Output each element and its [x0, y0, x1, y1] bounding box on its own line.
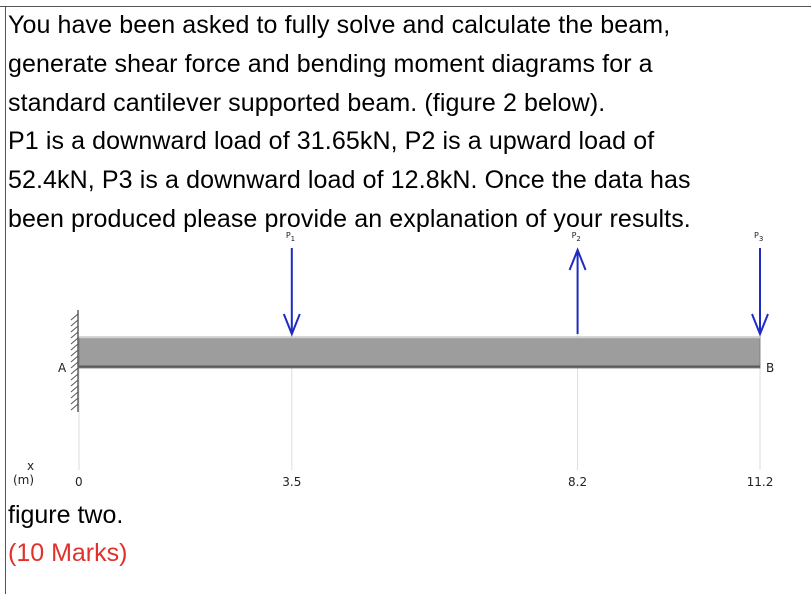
question-line: standard cantilever supported beam. (figure 2 below).	[8, 88, 606, 117]
hatch-mark	[71, 398, 78, 404]
hatch-mark	[71, 404, 78, 410]
question-line: P1 is a downward load of 31.65kN, P2 is a upward load of	[8, 127, 655, 156]
hatch-mark	[71, 314, 78, 320]
hatch-mark	[71, 386, 78, 392]
hatch-mark	[71, 392, 78, 398]
support-label-a: A	[58, 361, 67, 375]
question-line: been produced please provide an explanation of your results.	[8, 204, 691, 233]
position-tick-label: 8.2	[568, 475, 588, 489]
hatch-mark	[71, 320, 78, 326]
question-line: 52.4kN, P3 is a downward load of 12.8kN. Once the data has	[8, 166, 691, 195]
hatch-mark	[71, 344, 78, 350]
hatch-mark	[71, 338, 78, 344]
hatch-mark	[71, 374, 78, 380]
hatch-mark	[71, 380, 78, 386]
position-tick-label: 11.2	[746, 475, 774, 489]
question-line: generate shear force and bending moment diagrams for a	[8, 49, 653, 78]
load-label: P1	[285, 231, 296, 243]
load-label: P3	[754, 231, 764, 243]
load-label: P2	[571, 231, 581, 243]
hatch-mark	[71, 362, 78, 368]
hatch-mark	[71, 350, 78, 356]
position-tick-label: 3.5	[282, 475, 302, 489]
hatch-mark	[71, 368, 78, 374]
hatch-mark	[71, 332, 78, 338]
end-label-b: B	[766, 361, 775, 375]
beam	[79, 337, 760, 368]
hatch-mark	[71, 356, 78, 362]
axis-label-symbol: x	[27, 459, 35, 473]
fixed-support-hatch	[71, 310, 78, 412]
question-line: You have been asked to fully solve and calculate the beam,	[8, 11, 671, 39]
figure-caption: figure two.	[8, 501, 124, 529]
marks-label: (10 Marks)	[8, 539, 128, 567]
origin-tick-label: 0	[75, 475, 83, 489]
hatch-mark	[71, 326, 78, 332]
axis-label-unit: (m)	[13, 473, 35, 487]
